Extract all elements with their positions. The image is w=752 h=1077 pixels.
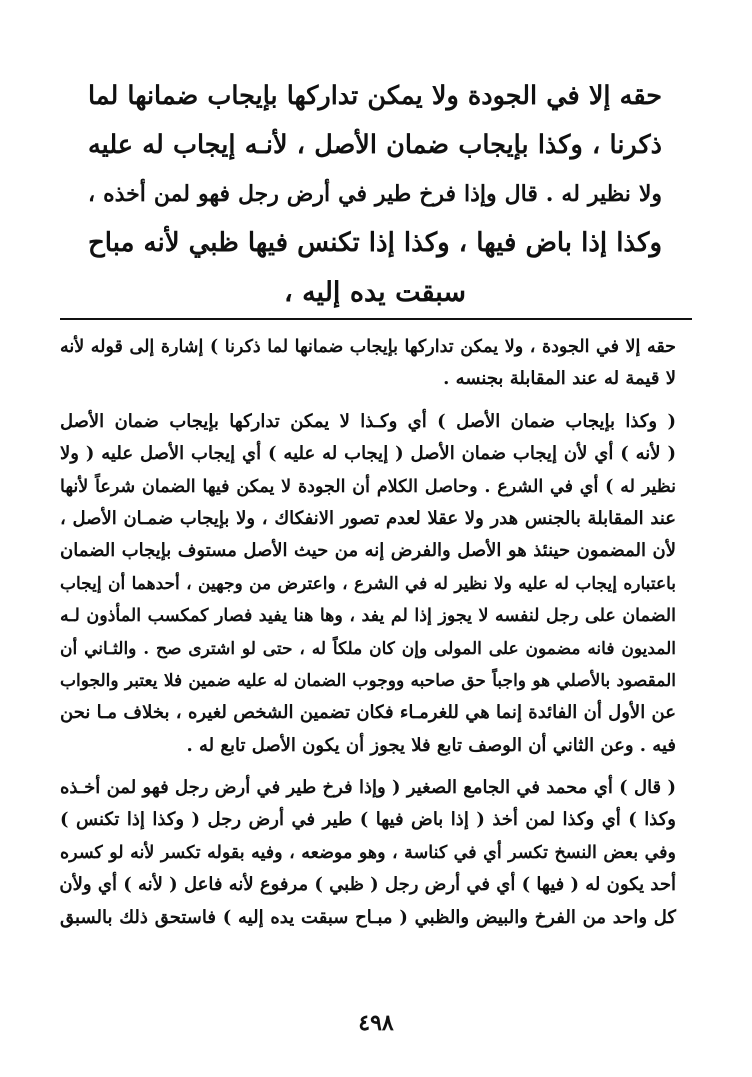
commentary-line: لأن المضمون حينئذ هو الأصل والفرض إنه من حيث الأصل مستوف بإيجاب الضمان bbox=[60, 540, 676, 562]
commentary-line: عند المقابلة بالجنس هدر ولا عقلا لعدم تصور الانفكاك ، ولا بإيجاب ضمـان الأصل ، bbox=[60, 507, 676, 529]
main-text-line: سبقت يده إليه ، bbox=[283, 277, 467, 308]
commentary-line: لا قيمة له عند المقابلة بجنسه . bbox=[443, 368, 676, 390]
separator-rule bbox=[60, 318, 692, 320]
commentary-paragraph bbox=[60, 772, 676, 934]
commentary-line: باعتباره إيجاب له عليه ولا نظير له في الشرع ، واعترض من وجهين ، أحدهما أن إيجاب bbox=[60, 573, 676, 594]
commentary-line: كل واحد من الفرخ والبيض والظبي ( مبـاح سبقت يده إليه ) فاستحق ذلك بالسبق bbox=[60, 906, 676, 928]
page-number: ٤٩٨ bbox=[358, 1010, 394, 1036]
commentary-line: الضمان على رجل لنفسه لا يجوز إذا لم يفد ، وها هنا يفيد فصار كمكسب المأذون لـه bbox=[60, 606, 676, 627]
commentary-line: وكذا ) أي وكذا لمن أخذ ( إذا باض فيها ) طير في أرض رجل ( وكذا إذا تكنس ) bbox=[60, 809, 676, 831]
main-text-line: ذكرنا ، وكذا بإيجاب ضمان الأصل ، لأنـه إيجاب له عليه bbox=[88, 130, 662, 160]
main-text-line: ولا نظير له . قال وإذا فرخ طير في أرض رجل فهو لمن أخذه ، bbox=[88, 181, 662, 207]
main-text-block bbox=[88, 72, 662, 317]
paragraph-gap bbox=[60, 396, 676, 406]
commentary-line: أحد يكون له ( فيها ) أي في أرض رجل ( ظبي ) مرفوع لأنه فاعل ( لأنه ) أي ولأن bbox=[59, 874, 676, 896]
commentary-line: حقه إلا في الجودة ، ولا يمكن تداركها بإيجاب ضمانها لما ذكرنا ) إشارة إلى قوله لأنه bbox=[60, 337, 676, 357]
main-text-line: وكذا إذا باض فيها ، وكذا إذا تكنس فيها ظبي لأنه مباح bbox=[88, 228, 662, 258]
commentary-line: وفي بعض النسخ تكسر أي في كناسة ، وهو موضعه ، وفيه بقوله تكسر لأنه لو كسره bbox=[60, 842, 676, 863]
commentary-line: ( لأنه ) أي لأن إيجاب ضمان الأصل ( إيجاب له عليه ) أي إيجاب الأصل عليه ( ولا bbox=[60, 443, 676, 465]
commentary-line: نظير له ) أي في الشرع . وحاصل الكلام أن الجودة لا يمكن فيها الضمان شرعاً لأنها bbox=[60, 476, 676, 497]
main-text-line: حقه إلا في الجودة ولا يمكن تداركها بإيجاب ضمانها لما bbox=[88, 81, 662, 111]
commentary-line: المديون فانه مضمون على المولى وإن كان ملكاً له ، حتى لو اشترى صح . والثـاني أن bbox=[60, 638, 676, 659]
paragraph-gap bbox=[60, 762, 676, 772]
commentary-block bbox=[60, 331, 676, 934]
commentary-paragraph bbox=[60, 331, 676, 396]
commentary-line: المقصود بالأصلي هو واجباً حق صاحبه ووجوب الضمان له عليه ضمين فلا يعتبر والجواب bbox=[60, 670, 676, 691]
commentary-line: ( قال ) أي محمد في الجامع الصغير ( وإذا فرخ طير في أرض رجل فهو لمن أخـذه bbox=[60, 777, 676, 799]
commentary-paragraph bbox=[60, 406, 676, 762]
commentary-line: ( وكذا بإيجاب ضمان الأصل ) أي وكـذا لا يمكن تداركها بإيجاب ضمان الأصل bbox=[60, 410, 676, 432]
commentary-line: فيه . وعن الثاني أن الوصف تابع فلا يجوز أن يكون الأصل تابع له . bbox=[186, 734, 676, 756]
commentary-line: عن الأول أن الفائدة إنما هي للغرمـاء فكان تضمين الشخص لغيره ، بخلاف مـا نحن bbox=[60, 702, 676, 724]
